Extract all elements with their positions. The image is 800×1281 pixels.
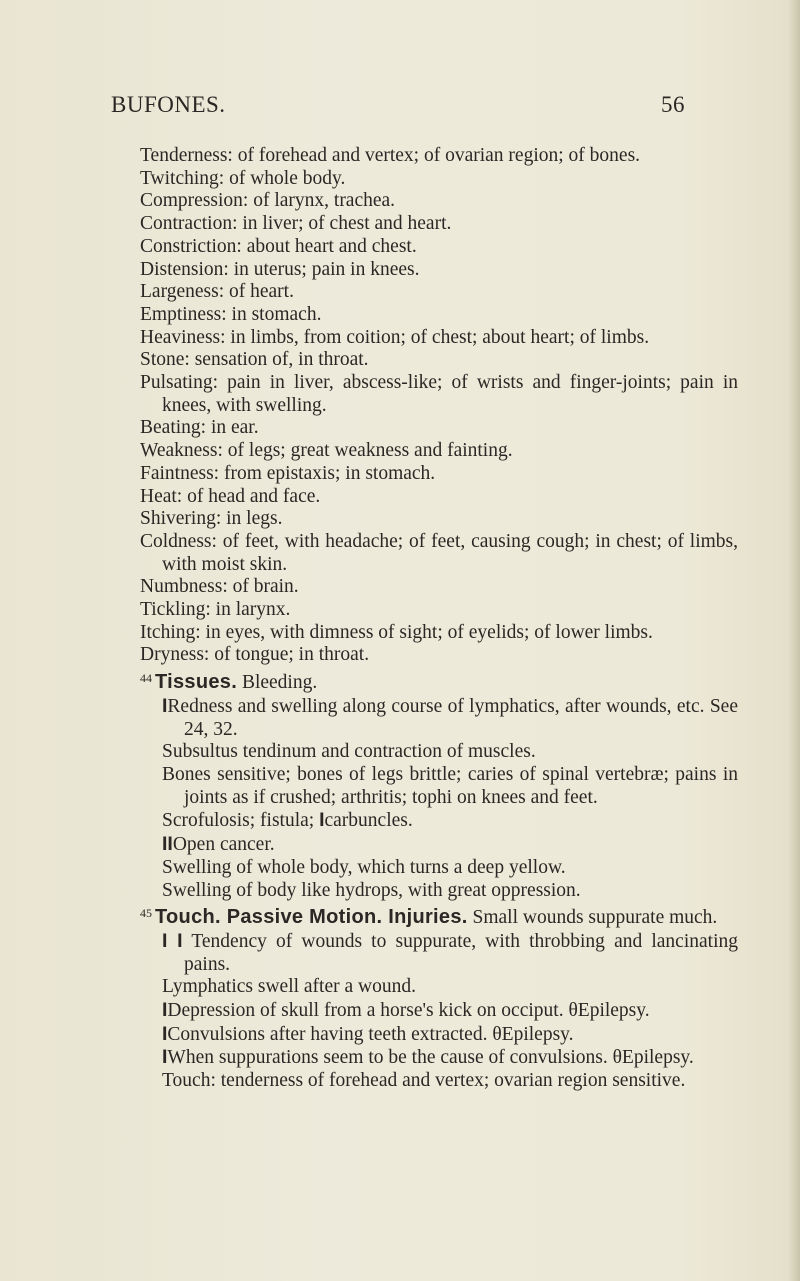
section-line-text: Subsultus tendinum and contraction of muscles.	[162, 741, 536, 763]
symptom-entry: Contraction: in liver; of chest and heart.	[140, 213, 452, 235]
symptom-entry: Largeness: of heart.	[140, 281, 294, 303]
symptom-entry: Beating: in ear.	[140, 417, 259, 439]
symptom-entry: Numbness: of brain.	[140, 576, 299, 598]
section-line-text: Redness and swelling along course of lymphatics, after wounds, etc. See 24, 32.	[167, 695, 738, 740]
symptom-entry: Stone: sensation of, in throat.	[140, 349, 369, 371]
section-line-text: Convulsions after having teeth extracted. θEpilepsy.	[167, 1023, 574, 1045]
symptom-entry: Heaviness: in limbs, from coition; of chest; about heart; of limbs.	[140, 326, 650, 348]
section-line	[162, 764, 738, 809]
emphasis-mark: I	[162, 1046, 168, 1069]
section-line-text: Swelling of whole body, which turns a deep yellow.	[162, 856, 566, 878]
section-line-text: Scrofulosis; fistula;	[162, 810, 315, 832]
section-line-text: Lymphatics swell after a wound.	[162, 976, 416, 998]
symptom-entry: Shivering: in legs.	[140, 508, 283, 530]
section-line-text: When suppurations seem to be the cause of convulsions. θEpilepsy.	[167, 1047, 694, 1069]
section-heading: Tissues.	[155, 671, 238, 694]
section-line	[162, 1023, 738, 1047]
section-line	[162, 695, 738, 741]
section-line-text: Touch: tenderness of forehead and vertex; ovarian region sensitive.	[162, 1070, 686, 1092]
section-line	[162, 857, 738, 880]
emphasis-mark: II	[162, 833, 173, 856]
emphasis-mark: I	[162, 1022, 168, 1045]
symptom-entry: Pulsating: pain in liver, abscess-like; of wrists and finger-joints; pain in knees, with swelling.	[140, 372, 738, 416]
symptom-entry: Coldness: of feet, with headache; of feet, causing cough; in chest; of limbs, with moist skin.	[140, 530, 738, 575]
symptom-entry: Emptiness: in stomach.	[140, 303, 322, 325]
section-intro: Bleeding.	[241, 672, 318, 694]
symptom-entry: Constriction: about heart and chest.	[140, 235, 417, 257]
section-line	[162, 1070, 738, 1093]
symptom-entry: Distension: in uterus; pain in knees.	[140, 258, 420, 280]
section-line	[162, 880, 738, 903]
section-line	[162, 741, 738, 764]
page-edge-shadow	[788, 0, 800, 1281]
symptom-entry: Dryness: of tongue; in throat.	[140, 644, 370, 666]
running-title: BUFONES.	[111, 92, 226, 117]
section-line-text: carbuncles.	[324, 810, 413, 832]
symptom-entry: Weakness: of legs; great weakness and fainting.	[140, 440, 513, 462]
section-line	[162, 930, 738, 976]
section-line-text: Swelling of body like hydrops, with great oppression.	[162, 879, 581, 901]
section-line	[162, 809, 738, 833]
section-heading: Touch. Passive Motion. Injuries.	[155, 906, 468, 929]
page-body	[140, 145, 738, 1093]
symptom-entry: Faintness: from epistaxis; in stomach.	[140, 462, 436, 484]
section-line	[162, 833, 738, 857]
emphasis-mark: I	[162, 694, 168, 717]
section-number: 44	[140, 671, 152, 686]
section-line-text: Tendency of wounds to suppurate, with throbbing and lancinating pains.	[184, 930, 738, 975]
section-line-text: Open cancer.	[172, 834, 275, 856]
section-line-text: Bones sensitive; bones of legs brittle; caries of spinal vertebræ; pains in joints as if crushed; arthritis; tophi on knees and feet.	[162, 763, 738, 808]
page-number: 56	[661, 92, 685, 117]
section-44-heading-line	[140, 667, 738, 695]
section-line	[162, 1046, 738, 1070]
symptom-entry: Compression: of larynx, trachea.	[140, 190, 396, 212]
symptom-entry: Tenderness: of forehead and vertex; of ovarian region; of bones.	[140, 145, 641, 166]
section-line	[162, 976, 738, 999]
section-number: 45	[140, 906, 152, 921]
symptom-entry: Heat: of head and face.	[140, 485, 321, 507]
section-line-text: Depression of skull from a horse's kick on occiput. θEpilepsy.	[167, 1000, 650, 1022]
emphasis-mark: I	[162, 999, 168, 1022]
symptom-entry: Itching: in eyes, with dimness of sight; of eyelids; of lower limbs.	[140, 621, 653, 643]
section-intro: Small wounds suppurate much.	[472, 907, 718, 929]
emphasis-mark: I	[319, 809, 325, 832]
section-45-heading-line	[140, 902, 738, 930]
section-line	[162, 999, 738, 1023]
symptom-entry: Twitching: of whole body.	[140, 167, 346, 189]
emphasis-mark: I I	[162, 929, 183, 952]
symptom-entry: Tickling: in larynx.	[140, 599, 291, 621]
